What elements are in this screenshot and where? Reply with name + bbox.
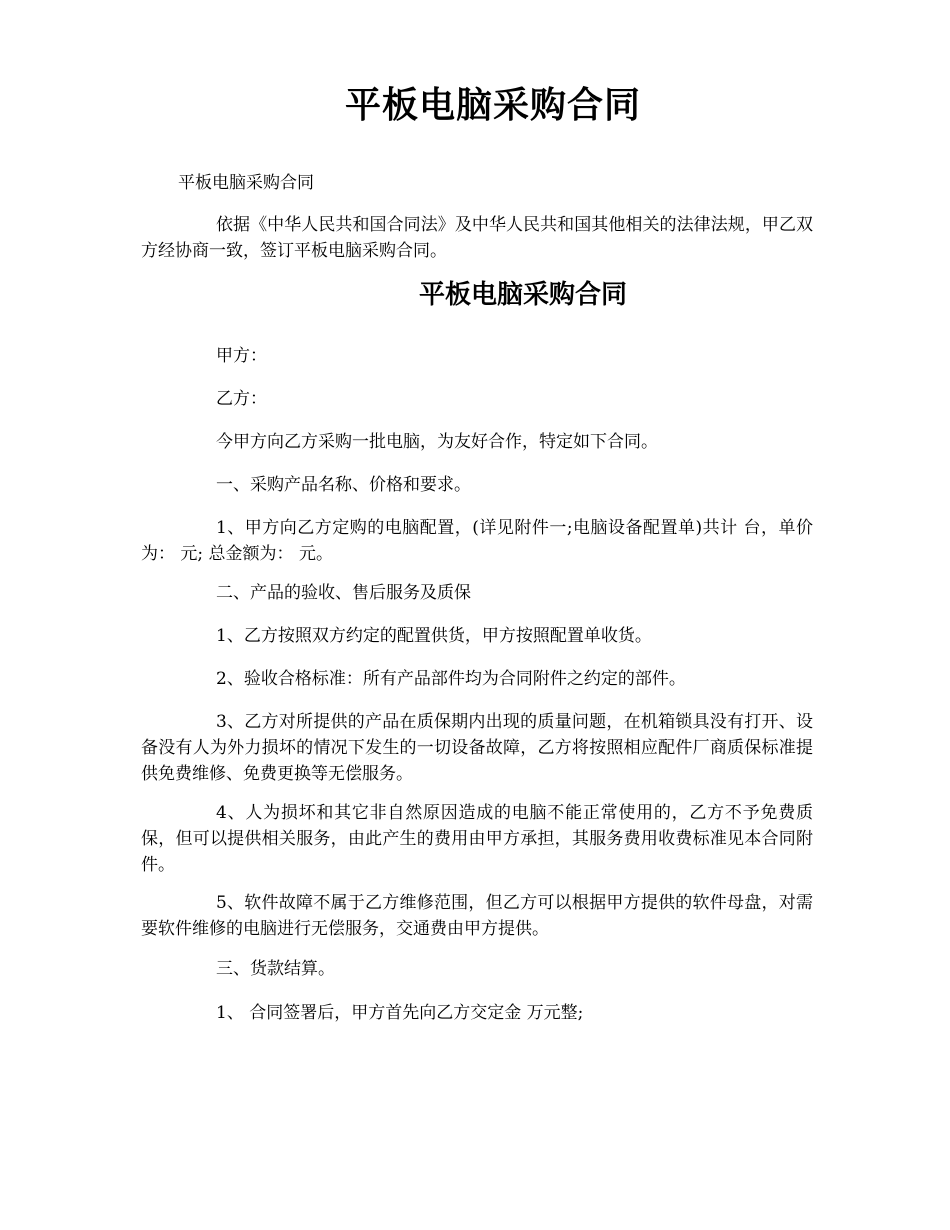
section-3-item-1: 1、 合同签署后，甲方首先向乙方交定金 万元整; bbox=[216, 1003, 584, 1023]
preamble-paragraph: 依据《中华人民共和国合同法》及中华人民共和国其他相关的法律法规，甲乙双方经协商一致，签订平板电脑采购合同。 bbox=[141, 215, 813, 261]
contract-subtitle: 平板电脑采购合同 bbox=[418, 280, 627, 310]
party-b-line: 乙方： bbox=[216, 389, 267, 409]
section-2-item-3: 3、乙方对所提供的产品在质保期内出现的质量问题，在机箱锁具没有打开、设备没有人为外力损坏的情况下发生的一切设备故障，乙方将按照相应配件厂商质保标准提供免费维修、免费更换等无偿服务。 bbox=[141, 712, 813, 784]
section-1-item-1: 1、甲方向乙方定购的电脑配置，(详见附件一;电脑设备配置单)共计 台，单价为： 元; 总金额为： 元。 bbox=[141, 518, 813, 564]
document-title: 平板电脑采购合同 bbox=[344, 84, 641, 126]
intro-title: 平板电脑采购合同 bbox=[178, 173, 314, 193]
party-a-line: 甲方： bbox=[216, 346, 267, 366]
section-2-item-1: 1、乙方按照双方约定的配置供货，甲方按照配置单收货。 bbox=[216, 626, 652, 646]
section-1-heading: 一、采购产品名称、价格和要求。 bbox=[216, 475, 471, 495]
section-2-item-4: 4、人为损坏和其它非自然原因造成的电脑不能正常使用的，乙方不予免费质保，但可以提供相关服务，由此产生的费用由甲方承担，其服务费用收费标准见本合同附件。 bbox=[141, 803, 813, 875]
section-2-item-5: 5、软件故障不属于乙方维修范围，但乙方可以根据甲方提供的软件母盘，对需要软件维修的电脑进行无偿服务，交通费由甲方提供。 bbox=[141, 893, 813, 939]
section-2-heading: 二、产品的验收、售后服务及质保 bbox=[216, 583, 471, 603]
opening-paragraph: 今甲方向乙方采购一批电脑，为友好合作，特定如下合同。 bbox=[216, 432, 658, 452]
section-2-item-2: 2、验收合格标准：所有产品部件均为合同附件之约定的部件。 bbox=[216, 669, 686, 689]
section-3-heading: 三、货款结算。 bbox=[216, 959, 335, 979]
